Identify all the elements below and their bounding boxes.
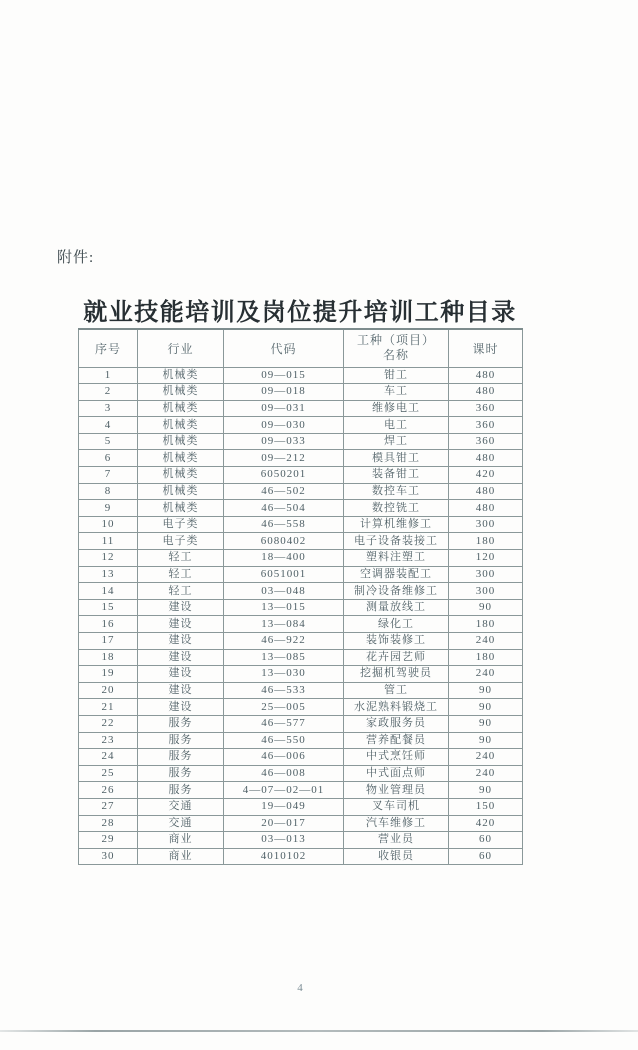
- cell-hours: 150: [449, 798, 523, 815]
- cell-job-name: 叉车司机: [344, 798, 449, 815]
- cell-hours: 300: [449, 583, 523, 600]
- cell-hours: 90: [449, 715, 523, 732]
- cell-job-name: 数控车工: [344, 483, 449, 500]
- cell-industry: 建设: [138, 699, 224, 716]
- cell-job-name: 花卉园艺师: [344, 649, 449, 666]
- cell-hours: 60: [449, 848, 523, 865]
- table-row: [79, 384, 523, 401]
- cell-industry: 建设: [138, 633, 224, 650]
- cell-code: 09—030: [224, 417, 344, 434]
- cell-industry: 交通: [138, 798, 224, 815]
- training-catalog-table: [78, 328, 523, 865]
- cell-hours: 480: [449, 367, 523, 384]
- cell-industry: 服务: [138, 782, 224, 799]
- cell-no: 7: [79, 467, 138, 484]
- cell-job-name: 空调器装配工: [344, 566, 449, 583]
- table-row: [79, 732, 523, 749]
- table-row: [79, 566, 523, 583]
- cell-industry: 商业: [138, 848, 224, 865]
- cell-code: 09—018: [224, 384, 344, 401]
- cell-industry: 机械类: [138, 483, 224, 500]
- table-row: [79, 715, 523, 732]
- cell-no: 2: [79, 384, 138, 401]
- table-row: [79, 666, 523, 683]
- table-row: [79, 798, 523, 815]
- cell-job-name: 焊工: [344, 433, 449, 450]
- table-header: [79, 329, 523, 367]
- cell-hours: 480: [449, 500, 523, 517]
- cell-no: 24: [79, 749, 138, 766]
- cell-job-name: 数控铣工: [344, 500, 449, 517]
- cell-job-name: 管工: [344, 682, 449, 699]
- cell-no: 15: [79, 599, 138, 616]
- table-row: [79, 583, 523, 600]
- table-row: [79, 815, 523, 832]
- cell-industry: 轻工: [138, 583, 224, 600]
- cell-code: 13—084: [224, 616, 344, 633]
- cell-hours: 180: [449, 649, 523, 666]
- header-hours: 课时: [449, 329, 523, 367]
- cell-code: 13—030: [224, 666, 344, 683]
- cell-job-name: 计算机维修工: [344, 516, 449, 533]
- cell-industry: 服务: [138, 732, 224, 749]
- table-row: [79, 599, 523, 616]
- cell-hours: 300: [449, 516, 523, 533]
- cell-job-name: 钳工: [344, 367, 449, 384]
- table-row: [79, 749, 523, 766]
- cell-hours: 90: [449, 682, 523, 699]
- cell-industry: 机械类: [138, 417, 224, 434]
- cell-code: 09—212: [224, 450, 344, 467]
- cell-hours: 180: [449, 533, 523, 550]
- header-job-name: [344, 329, 449, 367]
- table-row: [79, 782, 523, 799]
- cell-code: 46—550: [224, 732, 344, 749]
- cell-no: 26: [79, 782, 138, 799]
- cell-code: 46—558: [224, 516, 344, 533]
- cell-hours: 480: [449, 483, 523, 500]
- cell-industry: 机械类: [138, 467, 224, 484]
- cell-code: 25—005: [224, 699, 344, 716]
- cell-job-name: 营养配餐员: [344, 732, 449, 749]
- cell-no: 4: [79, 417, 138, 434]
- cell-no: 22: [79, 715, 138, 732]
- cell-industry: 轻工: [138, 566, 224, 583]
- table-row: [79, 848, 523, 865]
- table-row: [79, 433, 523, 450]
- cell-no: 19: [79, 666, 138, 683]
- cell-job-name: 维修电工: [344, 400, 449, 417]
- cell-code: 18—400: [224, 550, 344, 567]
- cell-no: 6: [79, 450, 138, 467]
- cell-code: 46—533: [224, 682, 344, 699]
- table-row: [79, 550, 523, 567]
- cell-no: 25: [79, 765, 138, 782]
- cell-no: 23: [79, 732, 138, 749]
- cell-industry: 建设: [138, 682, 224, 699]
- table-row: [79, 450, 523, 467]
- cell-hours: 420: [449, 467, 523, 484]
- cell-job-name: 挖掘机驾驶员: [344, 666, 449, 683]
- cell-industry: 电子类: [138, 516, 224, 533]
- table-row: [79, 400, 523, 417]
- cell-code: 13—085: [224, 649, 344, 666]
- cell-industry: 机械类: [138, 367, 224, 384]
- cell-hours: 90: [449, 782, 523, 799]
- cell-hours: 90: [449, 599, 523, 616]
- cell-hours: 360: [449, 433, 523, 450]
- cell-no: 13: [79, 566, 138, 583]
- cell-hours: 180: [449, 616, 523, 633]
- cell-no: 27: [79, 798, 138, 815]
- cell-hours: 420: [449, 815, 523, 832]
- cell-code: 03—048: [224, 583, 344, 600]
- cell-hours: 90: [449, 699, 523, 716]
- cell-job-name: 汽车维修工: [344, 815, 449, 832]
- cell-industry: 轻工: [138, 550, 224, 567]
- cell-code: 13—015: [224, 599, 344, 616]
- cell-hours: 480: [449, 384, 523, 401]
- table-row: [79, 500, 523, 517]
- cell-code: 09—033: [224, 433, 344, 450]
- cell-job-name: 制冷设备维修工: [344, 583, 449, 600]
- cell-industry: 服务: [138, 765, 224, 782]
- cell-industry: 电子类: [138, 533, 224, 550]
- cell-job-name: 装饰装修工: [344, 633, 449, 650]
- cell-hours: 240: [449, 765, 523, 782]
- table-row: [79, 682, 523, 699]
- cell-code: 09—031: [224, 400, 344, 417]
- cell-industry: 建设: [138, 649, 224, 666]
- cell-no: 3: [79, 400, 138, 417]
- cell-job-name: 收银员: [344, 848, 449, 865]
- cell-job-name: 电工: [344, 417, 449, 434]
- cell-job-name: 车工: [344, 384, 449, 401]
- attachment-label: 附件:: [57, 250, 95, 266]
- cell-hours: 480: [449, 450, 523, 467]
- cell-hours: 360: [449, 400, 523, 417]
- table-body: [79, 367, 523, 865]
- cell-no: 18: [79, 649, 138, 666]
- cell-code: 4—07—02—01: [224, 782, 344, 799]
- table-row: [79, 516, 523, 533]
- cell-code: 03—013: [224, 832, 344, 849]
- cell-code: 46—922: [224, 633, 344, 650]
- cell-code: 46—008: [224, 765, 344, 782]
- table-row: [79, 417, 523, 434]
- table-row: [79, 467, 523, 484]
- cell-hours: 360: [449, 417, 523, 434]
- cell-hours: 240: [449, 749, 523, 766]
- table-header-row: [79, 329, 523, 367]
- table-row: [79, 699, 523, 716]
- cell-code: 4010102: [224, 848, 344, 865]
- cell-industry: 商业: [138, 832, 224, 849]
- cell-job-name: 中式面点师: [344, 765, 449, 782]
- cell-job-name: 水泥熟料锻烧工: [344, 699, 449, 716]
- cell-job-name: 模具钳工: [344, 450, 449, 467]
- cell-no: 11: [79, 533, 138, 550]
- cell-code: 6050201: [224, 467, 344, 484]
- page-number: 4: [297, 982, 303, 994]
- cell-industry: 服务: [138, 749, 224, 766]
- cell-industry: 机械类: [138, 400, 224, 417]
- table-row: [79, 633, 523, 650]
- table-row: [79, 367, 523, 384]
- table-row: [79, 616, 523, 633]
- cell-hours: 240: [449, 666, 523, 683]
- cell-no: 1: [79, 367, 138, 384]
- table-row: [79, 765, 523, 782]
- table-row: [79, 533, 523, 550]
- cell-hours: 120: [449, 550, 523, 567]
- cell-job-name: 营业员: [344, 832, 449, 849]
- cell-industry: 机械类: [138, 500, 224, 517]
- cell-job-name: 装备钳工: [344, 467, 449, 484]
- cell-industry: 建设: [138, 666, 224, 683]
- table-row: [79, 483, 523, 500]
- header-job-name-line1: 工种（项目）: [356, 333, 435, 348]
- cell-industry: 交通: [138, 815, 224, 832]
- cell-code: 6051001: [224, 566, 344, 583]
- cell-job-name: 物业管理员: [344, 782, 449, 799]
- cell-no: 12: [79, 550, 138, 567]
- cell-code: 46—504: [224, 500, 344, 517]
- cell-hours: 240: [449, 633, 523, 650]
- cell-no: 8: [79, 483, 138, 500]
- cell-no: 20: [79, 682, 138, 699]
- cell-code: 46—502: [224, 483, 344, 500]
- cell-job-name: 测量放线工: [344, 599, 449, 616]
- cell-hours: 60: [449, 832, 523, 849]
- cell-no: 30: [79, 848, 138, 865]
- cell-job-name: 家政服务员: [344, 715, 449, 732]
- cell-no: 10: [79, 516, 138, 533]
- cell-industry: 建设: [138, 599, 224, 616]
- table-row: [79, 832, 523, 849]
- table-row: [79, 649, 523, 666]
- header-no: 序号: [79, 329, 138, 367]
- header-job-name-line2: 名称: [382, 348, 409, 363]
- page-title: 就业技能培训及岗位提升培训工种目录: [83, 300, 517, 327]
- cell-no: 21: [79, 699, 138, 716]
- cell-code: 20—017: [224, 815, 344, 832]
- cell-no: 28: [79, 815, 138, 832]
- cell-no: 14: [79, 583, 138, 600]
- cell-code: 6080402: [224, 533, 344, 550]
- cell-industry: 机械类: [138, 384, 224, 401]
- cell-no: 9: [79, 500, 138, 517]
- cell-code: 46—006: [224, 749, 344, 766]
- cell-industry: 机械类: [138, 433, 224, 450]
- cell-no: 5: [79, 433, 138, 450]
- cell-code: 46—577: [224, 715, 344, 732]
- cell-no: 16: [79, 616, 138, 633]
- cell-job-name: 塑料注塑工: [344, 550, 449, 567]
- cell-hours: 300: [449, 566, 523, 583]
- header-code: 代码: [224, 329, 344, 367]
- cell-job-name: 电子设备装接工: [344, 533, 449, 550]
- cell-job-name: 绿化工: [344, 616, 449, 633]
- header-industry: 行业: [138, 329, 224, 367]
- cell-code: 09—015: [224, 367, 344, 384]
- cell-industry: 机械类: [138, 450, 224, 467]
- cell-no: 29: [79, 832, 138, 849]
- cell-hours: 90: [449, 732, 523, 749]
- cell-job-name: 中式烹饪师: [344, 749, 449, 766]
- cell-no: 17: [79, 633, 138, 650]
- cell-industry: 建设: [138, 616, 224, 633]
- scan-artifact-line: [0, 1030, 638, 1032]
- cell-code: 19—049: [224, 798, 344, 815]
- cell-industry: 服务: [138, 715, 224, 732]
